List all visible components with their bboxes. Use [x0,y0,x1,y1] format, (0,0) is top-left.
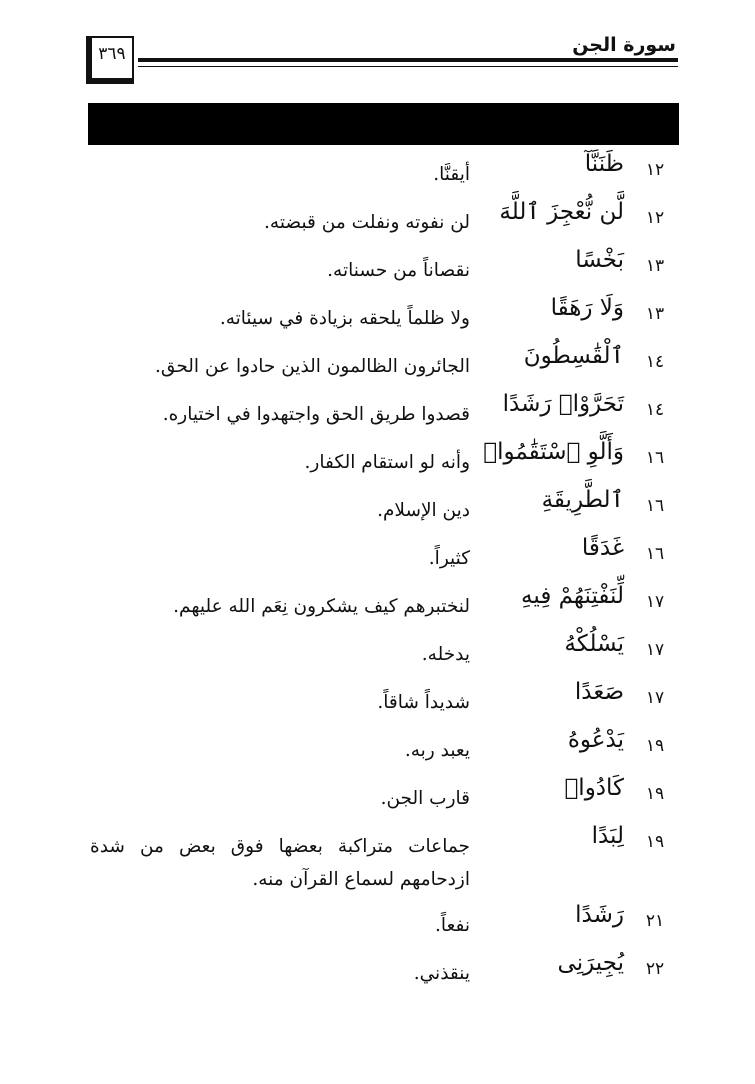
verse-number: ١٦ [645,448,665,468]
glossary-entry [90,772,670,820]
glossary-entry [90,580,670,628]
quran-word: رَشَدًا [575,902,624,928]
verse-number: ١٦ [645,496,665,516]
header-rule-thick [138,58,678,62]
quran-word: وَلَا رَهَقًا [550,295,624,321]
quran-word: يُجِيرَنِى [557,950,624,976]
quran-word: لِبَدًا [591,823,624,849]
quran-word: تَحَرَّوْا۟ رَشَدًا [502,391,624,417]
quran-word: ٱلطَّرِيقَةِ [541,487,624,513]
verse-number: ١٧ [645,640,665,660]
glossary-entry [90,436,670,484]
word-meaning: قارب الجن. [380,788,470,809]
word-meaning: نقصاناً من حسناته. [327,260,470,281]
glossary-entry [90,947,670,995]
glossary-list [90,148,670,995]
quran-word: صَعَدًا [574,679,624,705]
quran-word: يَسْلُكْهُ [564,631,624,657]
word-meaning: دين الإسلام. [377,500,470,521]
quran-word: ظَنَنَّآ [584,151,624,177]
header-black-band [88,103,679,145]
verse-number: ١٣ [645,304,665,324]
word-meaning: ولا ظلماً يلحقه بزيادة في سيئاته. [219,308,470,329]
glossary-entry [90,628,670,676]
verse-number: ١٤ [645,400,665,420]
quran-word: يَدْعُوهُ [567,727,624,753]
word-meaning: قصدوا طريق الحق واجتهدوا في اختياره. [162,404,470,425]
verse-number: ١٢ [645,160,665,180]
verse-number: ١٢ [645,208,665,228]
verse-number: ٢١ [645,911,665,931]
word-meaning: يعبد ربه. [404,740,470,761]
verse-number: ١٦ [645,544,665,564]
glossary-entry [90,292,670,340]
verse-number: ١٩ [645,832,665,852]
word-meaning: لنختبرهم كيف يشكرون نِعَم الله عليهم. [173,596,470,617]
word-meaning: الجائرون الظالمون الذين حادوا عن الحق. [155,356,470,377]
quran-word: غَدَقًا [581,535,624,561]
glossary-entry [90,388,670,436]
glossary-entry [90,676,670,724]
verse-number: ٢٢ [645,959,665,979]
word-meaning: نفعاً. [435,915,470,936]
glossary-entry [90,148,670,196]
word-meaning: كثيراً. [428,548,470,569]
verse-number: ١٩ [645,784,665,804]
page-number: ٣٦٩ [98,44,126,64]
page-number-box [86,36,134,84]
glossary-entry [90,724,670,772]
glossary-entry [90,340,670,388]
glossary-entry [90,820,670,899]
glossary-entry [90,532,670,580]
word-meaning: لن نفوته ونفلت من قبضته. [264,212,470,233]
quran-word: وَأَلَّوِ ٱسْتَقَٰمُوا۟ [483,439,624,465]
word-meaning: ينقذني. [413,963,470,984]
word-meaning: أيقنَّا. [433,164,470,185]
verse-number: ١٩ [645,736,665,756]
glossary-entry [90,484,670,532]
quran-word: لِّنَفْتِنَهُمْ فِيهِ [521,583,624,609]
surah-title: سورة الجن [572,34,676,56]
verse-number: ١٤ [645,352,665,372]
word-meaning: شديداً شاقاً. [377,692,470,713]
verse-number: ١٣ [645,256,665,276]
page-header [86,28,678,90]
quran-word: لَّن نُّعْجِزَ ٱللَّهَ [499,199,624,225]
word-meaning: وأنه لو استقام الكفار. [304,452,470,473]
quran-word: ٱلْقَٰسِطُونَ [523,343,624,369]
quran-word: بَخْسًا [575,247,624,273]
word-meaning: يدخله. [421,644,470,665]
quran-word: كَادُوا۟ [564,775,624,801]
glossary-entry [90,196,670,244]
verse-number: ١٧ [645,592,665,612]
word-meaning: جماعات متراكبة بعضها فوق بعض من شدة ازدحامهم لسماع القرآن منه. [90,836,470,890]
glossary-entry [90,899,670,947]
glossary-entry [90,244,670,292]
verse-number: ١٧ [645,688,665,708]
header-rule-thin [138,66,678,67]
